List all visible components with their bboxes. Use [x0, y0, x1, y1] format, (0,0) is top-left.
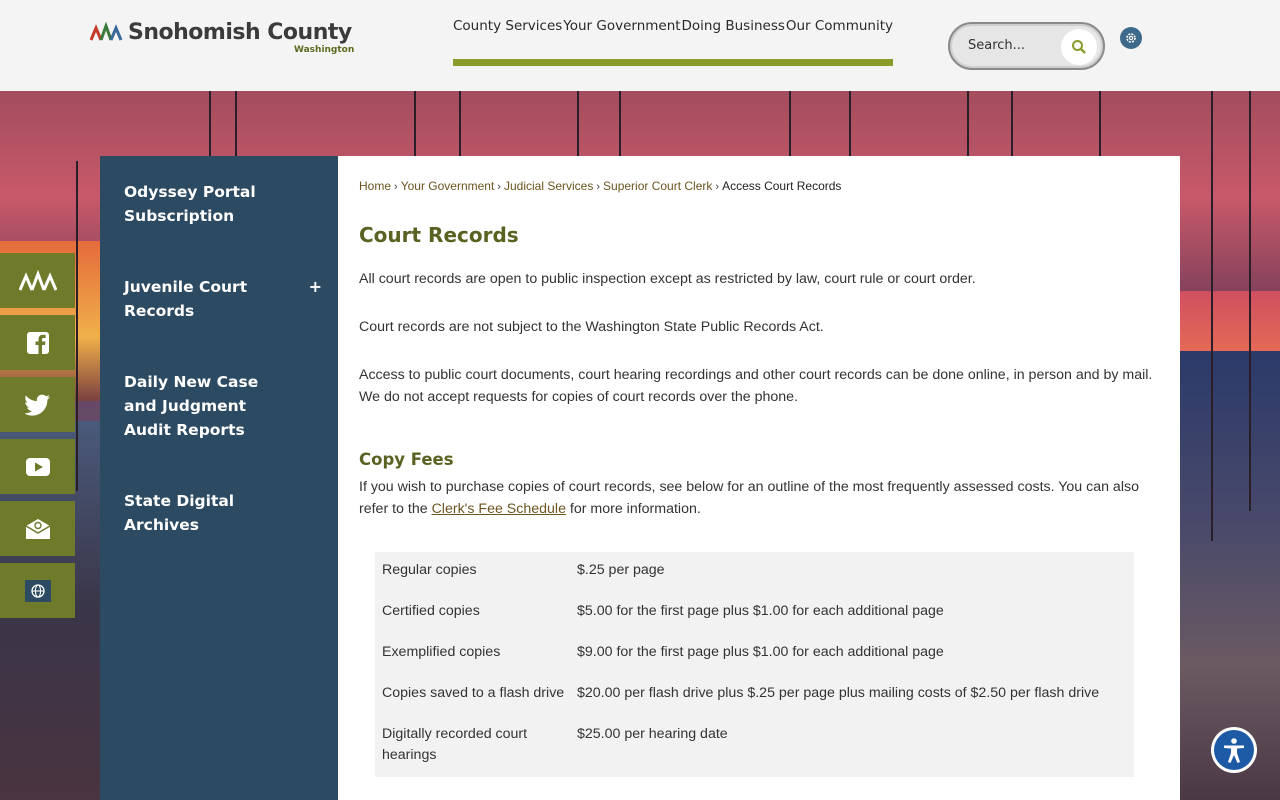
county-logo[interactable]: [90, 20, 360, 60]
paragraph-fees-intro: If you wish to purchase copies of court records, see below for an outline of the most frequently assessed costs. You can also refer to the Clerk's Fee Schedule for more information.: [359, 479, 1139, 517]
email-icon: [25, 518, 51, 540]
sidenav-item-label: Odyssey Portal Subscription: [124, 183, 256, 225]
accessibility-icon: [1220, 736, 1248, 764]
fee-cost: $9.00 for the first page plus $1.00 for each additional page: [577, 644, 944, 660]
nav-doing-business[interactable]: Doing Business: [681, 18, 785, 34]
email-button[interactable]: [0, 501, 75, 556]
fee-cost: $.25 per page: [577, 562, 665, 578]
youtube-icon: [25, 457, 51, 477]
nav-county-services[interactable]: County Services: [453, 18, 563, 34]
search-input[interactable]: [968, 38, 1058, 53]
paragraph-public-inspection: All court records are open to public inspection except as restricted by law, court rule or court order.: [359, 271, 976, 287]
expand-toggle[interactable]: +: [308, 277, 322, 296]
nav-our-community[interactable]: Our Community: [785, 18, 893, 34]
search-button[interactable]: [1061, 29, 1097, 65]
fee-cost: $5.00 for the first page plus $1.00 for each additional page: [577, 603, 944, 619]
social-sidebar: [0, 253, 75, 625]
table-row: [375, 683, 1134, 704]
fee-item: Copies saved to a flash drive: [382, 685, 565, 701]
logo-text: Snohomish County: [128, 20, 352, 45]
nav-accent-bar: [453, 59, 893, 66]
twitter-button[interactable]: [0, 377, 75, 432]
accessibility-button[interactable]: [1211, 727, 1257, 773]
globe-badge: [25, 580, 51, 602]
sidenav-item-label: Juvenile Court Records: [124, 278, 248, 320]
sidenav-state-digital-archives[interactable]: [100, 489, 338, 537]
nav-your-government[interactable]: Your Government: [563, 18, 681, 34]
breadcrumb-your-government[interactable]: Your Government: [400, 179, 495, 193]
translate-button[interactable]: [0, 563, 75, 618]
breadcrumb-judicial-services[interactable]: Judicial Services: [503, 179, 594, 193]
search-icon: [1071, 39, 1087, 55]
breadcrumb-superior-court-clerk[interactable]: Superior Court Clerk: [603, 179, 713, 193]
social-home-button[interactable]: [0, 253, 75, 308]
sidenav-juvenile-court-records[interactable]: [100, 275, 338, 323]
breadcrumb-home[interactable]: Home: [359, 179, 392, 193]
side-nav: [100, 156, 338, 800]
breadcrumb: Home › Your Government › Judicial Services › Superior Court Clerk › Access Court Records: [359, 179, 842, 193]
breadcrumb-current: Access Court Records: [722, 179, 842, 193]
page-title: Court Records: [359, 223, 519, 247]
table-row: [375, 724, 1134, 766]
paragraph-records-act: Court records are not subject to the Washington State Public Records Act.: [359, 319, 824, 335]
fee-item: Exemplified copies: [382, 644, 501, 660]
youtube-button[interactable]: [0, 439, 75, 494]
table-row: [375, 560, 1134, 581]
clerks-fee-schedule-link[interactable]: Clerk's Fee Schedule: [431, 500, 566, 517]
sidenav-daily-new-case[interactable]: [100, 370, 290, 442]
sidenav-odyssey-portal[interactable]: [100, 180, 290, 228]
fees-table: [375, 552, 1134, 777]
twitter-icon: [25, 394, 51, 416]
paragraph-access: Access to public court documents, court hearing recordings and other court records can be done online, in person and by mail. We do not accept requests for copies of court records over the phone.: [359, 367, 1153, 405]
sidenav-item-label: State Digital Archives: [124, 492, 235, 534]
county-logo-icon: [19, 270, 57, 292]
sidenav-item-label: Daily New Case and Judgment Audit Reports: [124, 373, 259, 439]
gear-icon: [1124, 31, 1138, 45]
fee-cost: $20.00 per flash drive plus $.25 per page plus mailing costs of $2.50 per flash drive: [577, 685, 1100, 701]
fee-item: Certified copies: [382, 603, 480, 619]
facebook-icon: [26, 331, 50, 355]
fee-item: Regular copies: [382, 562, 477, 578]
fee-item: Digitally recorded court hearings: [382, 726, 528, 763]
search-box: [948, 22, 1105, 70]
site-header: [0, 0, 1280, 91]
settings-button[interactable]: [1120, 27, 1142, 49]
fee-cost: $25.00 per hearing date: [577, 726, 728, 742]
logo-subtitle: Washington: [294, 45, 355, 55]
table-row: [375, 601, 1134, 622]
main-content: [338, 156, 1180, 800]
copy-fees-heading: Copy Fees: [359, 450, 454, 469]
main-nav: [453, 18, 893, 66]
globe-icon: [31, 584, 45, 598]
table-row: [375, 642, 1134, 663]
facebook-button[interactable]: [0, 315, 75, 370]
county-logo-icon: [90, 22, 124, 42]
